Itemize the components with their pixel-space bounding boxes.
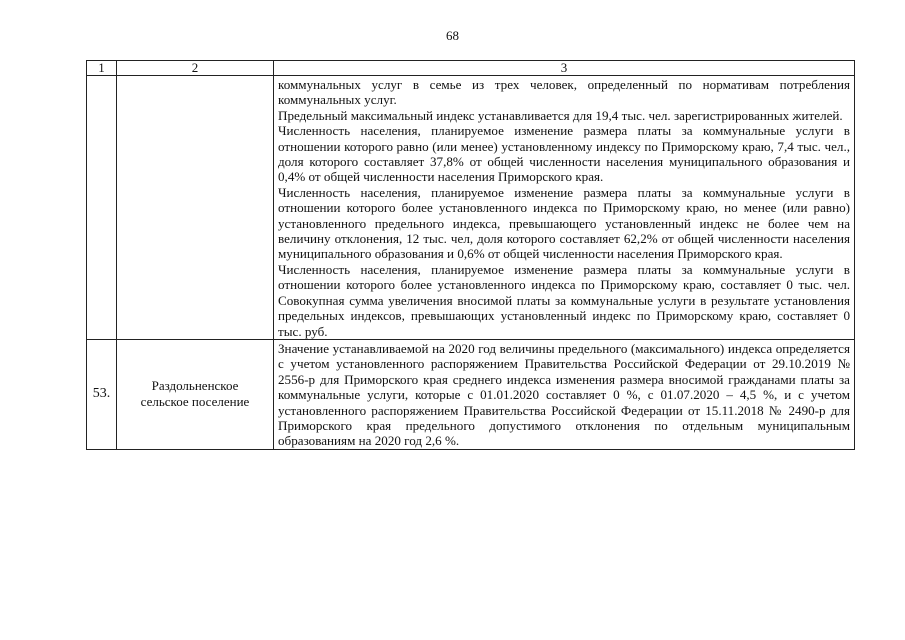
paragraph: Численность населения, планируемое изменение размера платы за коммунальные услуги в отношении которого равно (или менее) установленному индексу по Приморскому краю, 7,4 тыс. чел., доля которого составляет 37,8% от общей численности населения муниципального образования и 0,4% от общей численности населения Приморского края. [278, 123, 850, 185]
municipality-name-cell [117, 76, 274, 340]
page-number: 68 [446, 28, 459, 43]
paragraph: Численность населения, планируемое изменение размера платы за коммунальные услуги в отношении которого более установленного индекса по Приморскому краю, но менее (или равно) установленного предельного индекса, превышающего установленный индекс не более чем на величину отклонения, 12 тыс. чел, доля которого составляет 62,2% от общей численности населения муниципального образования и 0,6% от общей численности населения Приморского края. [278, 184, 850, 262]
document-table [86, 60, 855, 450]
header-col-3: 3 [274, 61, 855, 76]
paragraph: Численность населения, планируемое изменение размера платы за коммунальные услуги в отношении которого более установленного индекса по Приморскому краю, составляет 0 тыс. чел. Совокупная сумма увеличения вносимой платы за коммунальные услуги в результате установления предельных индексов, превышающих установленный индекс по Приморскому краю, составляет 0 тыс. руб. [278, 261, 850, 339]
header-col-2: 2 [117, 61, 274, 76]
municipality-name-line2: сельское поселение [140, 394, 250, 410]
table-row-53 [87, 339, 855, 449]
description-cell [274, 339, 855, 449]
municipality-name-cell [117, 339, 274, 449]
paragraph: Значение устанавливаемой на 2020 год величины предельного (максимального) индекса определяется с учетом установленного распоряжением Правительства Российской Федерации от 29.10.2019 № 2556-р для Приморского края среднего индекса изменения размера вносимой гражданами платы за коммунальные услуги, которые с 01.01.2020 составляет 0 %, с 01.07.2020 – 4,5 %, и с учетом установленного распоряжением Правительства Российской Федерации от 15.11.2018 № 2490-р для Приморского края предельного допустимого отклонения по отдельным муниципальным образованиям на 2020 год 2,6 %. [278, 340, 850, 449]
table-row-continuation [87, 76, 855, 340]
paragraph: коммунальных услуг в семье из трех человек, определенный по нормативам потребления коммунальных услуг. [278, 77, 850, 108]
row-number-cell: 53. [87, 339, 117, 449]
municipality-name-line1: Раздольненское [151, 378, 239, 394]
paragraph: Предельный максимальный индекс устанавливается для 19,4 тыс. чел. зарегистрированных жителей. [278, 107, 843, 123]
description-cell [274, 76, 855, 340]
table-header-row [87, 61, 855, 76]
row-number-cell [87, 76, 117, 340]
header-col-1: 1 [87, 61, 117, 76]
